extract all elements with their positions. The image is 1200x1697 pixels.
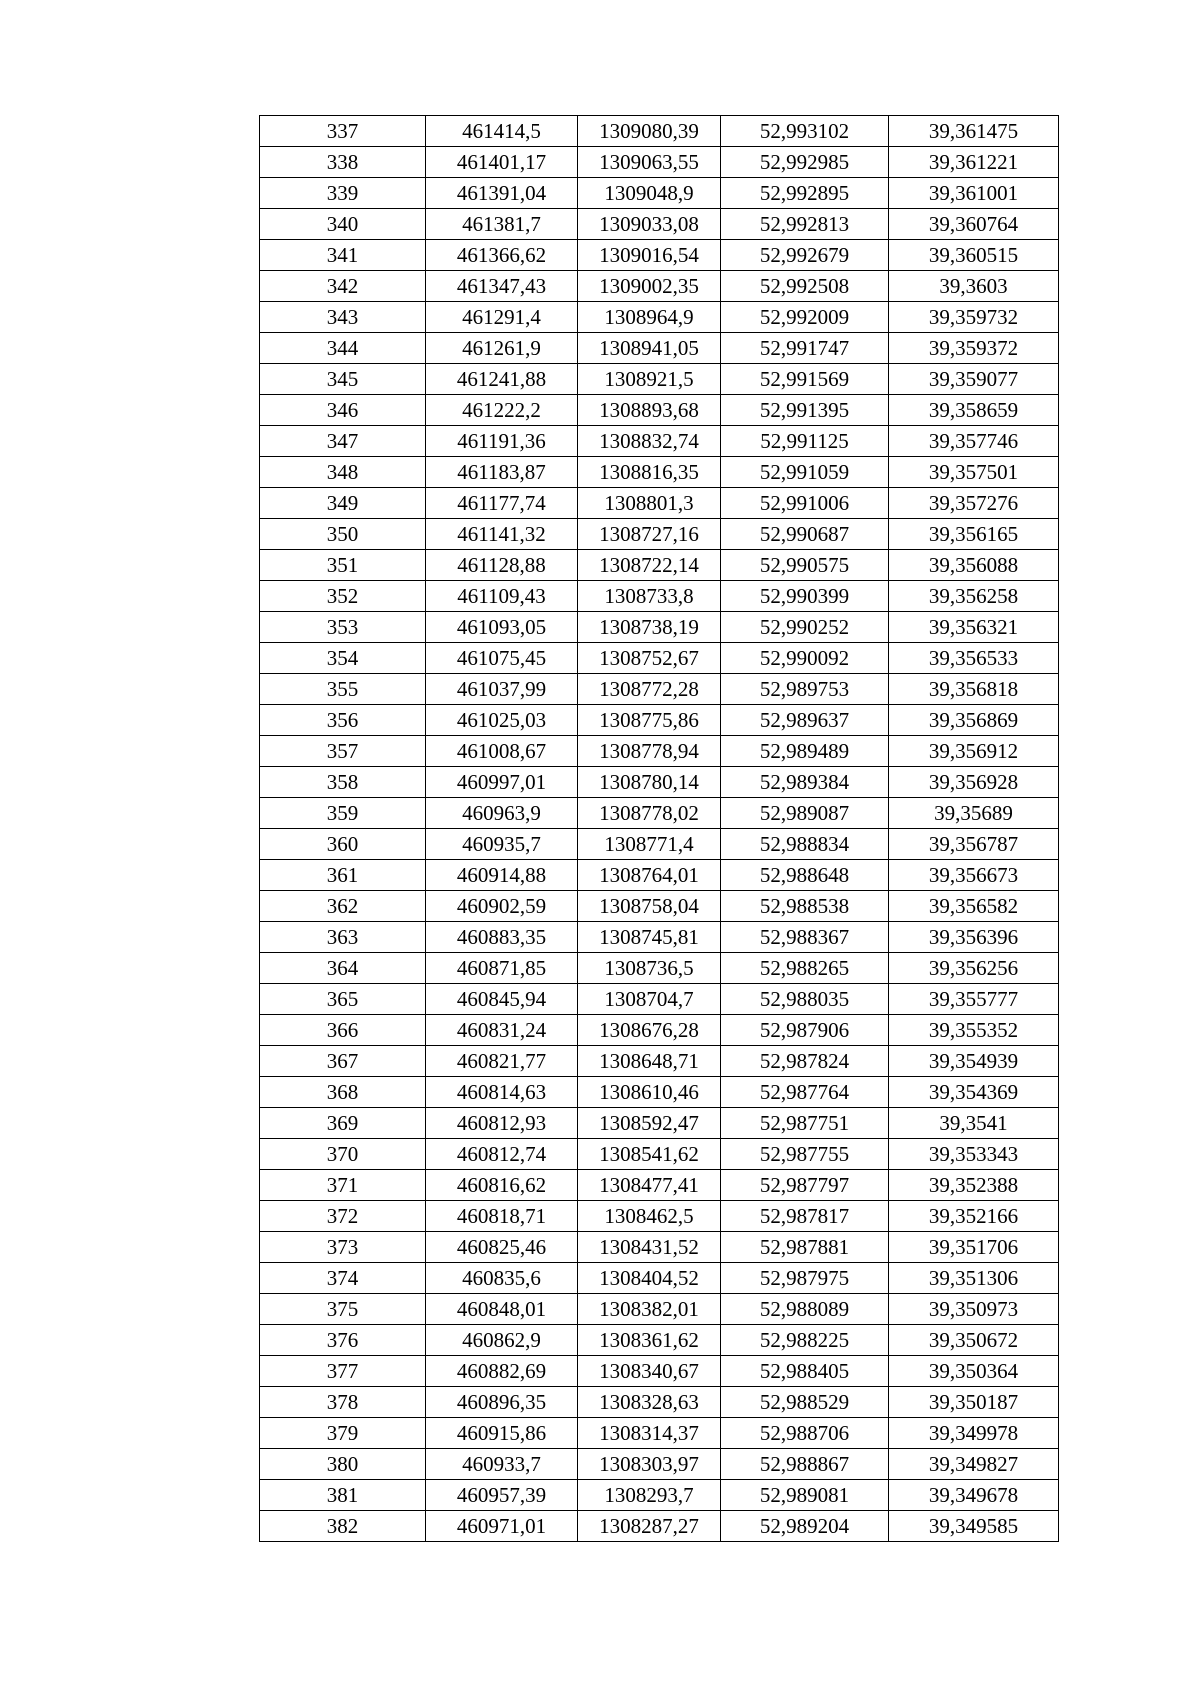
- table-row: [260, 922, 1059, 953]
- point-number-cell: 346: [260, 395, 426, 426]
- longitude-cell: 39,356533: [889, 643, 1059, 674]
- x-coordinate-cell: 461128,88: [426, 550, 578, 581]
- y-coordinate-cell: 1308541,62: [578, 1139, 721, 1170]
- latitude-cell: 52,987817: [721, 1201, 889, 1232]
- table-row: [260, 333, 1059, 364]
- point-number-cell: 348: [260, 457, 426, 488]
- y-coordinate-cell: 1308477,41: [578, 1170, 721, 1201]
- x-coordinate-cell: 460816,62: [426, 1170, 578, 1201]
- table-row: [260, 1325, 1059, 1356]
- latitude-cell: 52,988225: [721, 1325, 889, 1356]
- x-coordinate-cell: 460935,7: [426, 829, 578, 860]
- longitude-cell: 39,354939: [889, 1046, 1059, 1077]
- x-coordinate-cell: 461093,05: [426, 612, 578, 643]
- longitude-cell: 39,352388: [889, 1170, 1059, 1201]
- table-row: [260, 240, 1059, 271]
- longitude-cell: 39,355777: [889, 984, 1059, 1015]
- latitude-cell: 52,987824: [721, 1046, 889, 1077]
- y-coordinate-cell: 1308941,05: [578, 333, 721, 364]
- point-number-cell: 375: [260, 1294, 426, 1325]
- latitude-cell: 52,987881: [721, 1232, 889, 1263]
- longitude-cell: 39,356582: [889, 891, 1059, 922]
- table-row: [260, 984, 1059, 1015]
- table-row: [260, 736, 1059, 767]
- point-number-cell: 350: [260, 519, 426, 550]
- point-number-cell: 337: [260, 116, 426, 147]
- x-coordinate-cell: 460862,9: [426, 1325, 578, 1356]
- y-coordinate-cell: 1308314,37: [578, 1418, 721, 1449]
- longitude-cell: 39,359372: [889, 333, 1059, 364]
- point-number-cell: 370: [260, 1139, 426, 1170]
- y-coordinate-cell: 1308340,67: [578, 1356, 721, 1387]
- latitude-cell: 52,992813: [721, 209, 889, 240]
- longitude-cell: 39,356396: [889, 922, 1059, 953]
- latitude-cell: 52,989753: [721, 674, 889, 705]
- y-coordinate-cell: 1308964,9: [578, 302, 721, 333]
- table-row: [260, 612, 1059, 643]
- point-number-cell: 381: [260, 1480, 426, 1511]
- table-row: [260, 178, 1059, 209]
- point-number-cell: 378: [260, 1387, 426, 1418]
- table-row: [260, 1387, 1059, 1418]
- latitude-cell: 52,991747: [721, 333, 889, 364]
- table-row: [260, 705, 1059, 736]
- x-coordinate-cell: 460848,01: [426, 1294, 578, 1325]
- table-row: [260, 302, 1059, 333]
- longitude-cell: 39,354369: [889, 1077, 1059, 1108]
- x-coordinate-cell: 460997,01: [426, 767, 578, 798]
- x-coordinate-cell: 461008,67: [426, 736, 578, 767]
- x-coordinate-cell: 461401,17: [426, 147, 578, 178]
- latitude-cell: 52,987755: [721, 1139, 889, 1170]
- point-number-cell: 367: [260, 1046, 426, 1077]
- x-coordinate-cell: 461037,99: [426, 674, 578, 705]
- longitude-cell: 39,361475: [889, 116, 1059, 147]
- longitude-cell: 39,360764: [889, 209, 1059, 240]
- point-number-cell: 339: [260, 178, 426, 209]
- latitude-cell: 52,988529: [721, 1387, 889, 1418]
- y-coordinate-cell: 1308733,8: [578, 581, 721, 612]
- table-row: [260, 550, 1059, 581]
- point-number-cell: 340: [260, 209, 426, 240]
- latitude-cell: 52,988867: [721, 1449, 889, 1480]
- table-row: [260, 1418, 1059, 1449]
- longitude-cell: 39,350672: [889, 1325, 1059, 1356]
- y-coordinate-cell: 1309063,55: [578, 147, 721, 178]
- table-row: [260, 426, 1059, 457]
- point-number-cell: 364: [260, 953, 426, 984]
- y-coordinate-cell: 1308775,86: [578, 705, 721, 736]
- latitude-cell: 52,988706: [721, 1418, 889, 1449]
- x-coordinate-cell: 461183,87: [426, 457, 578, 488]
- latitude-cell: 52,991006: [721, 488, 889, 519]
- table-row: [260, 767, 1059, 798]
- point-number-cell: 341: [260, 240, 426, 271]
- x-coordinate-cell: 461177,74: [426, 488, 578, 519]
- point-number-cell: 369: [260, 1108, 426, 1139]
- point-number-cell: 374: [260, 1263, 426, 1294]
- x-coordinate-cell: 460963,9: [426, 798, 578, 829]
- y-coordinate-cell: 1308745,81: [578, 922, 721, 953]
- y-coordinate-cell: 1308431,52: [578, 1232, 721, 1263]
- longitude-cell: 39,352166: [889, 1201, 1059, 1232]
- table-row: [260, 1480, 1059, 1511]
- y-coordinate-cell: 1308832,74: [578, 426, 721, 457]
- x-coordinate-cell: 461025,03: [426, 705, 578, 736]
- table-row: [260, 1294, 1059, 1325]
- y-coordinate-cell: 1308303,97: [578, 1449, 721, 1480]
- x-coordinate-cell: 461141,32: [426, 519, 578, 550]
- longitude-cell: 39,356321: [889, 612, 1059, 643]
- point-number-cell: 356: [260, 705, 426, 736]
- latitude-cell: 52,987975: [721, 1263, 889, 1294]
- y-coordinate-cell: 1308382,01: [578, 1294, 721, 1325]
- y-coordinate-cell: 1308893,68: [578, 395, 721, 426]
- y-coordinate-cell: 1308293,7: [578, 1480, 721, 1511]
- table-row: [260, 1449, 1059, 1480]
- latitude-cell: 52,987797: [721, 1170, 889, 1201]
- point-number-cell: 368: [260, 1077, 426, 1108]
- point-number-cell: 371: [260, 1170, 426, 1201]
- table-row: [260, 1077, 1059, 1108]
- longitude-cell: 39,35689: [889, 798, 1059, 829]
- table-row: [260, 1232, 1059, 1263]
- latitude-cell: 52,993102: [721, 116, 889, 147]
- latitude-cell: 52,988405: [721, 1356, 889, 1387]
- latitude-cell: 52,991125: [721, 426, 889, 457]
- point-number-cell: 347: [260, 426, 426, 457]
- longitude-cell: 39,356928: [889, 767, 1059, 798]
- y-coordinate-cell: 1308592,47: [578, 1108, 721, 1139]
- x-coordinate-cell: 461291,4: [426, 302, 578, 333]
- point-number-cell: 357: [260, 736, 426, 767]
- x-coordinate-cell: 461381,7: [426, 209, 578, 240]
- table-row: [260, 860, 1059, 891]
- point-number-cell: 358: [260, 767, 426, 798]
- longitude-cell: 39,356912: [889, 736, 1059, 767]
- point-number-cell: 343: [260, 302, 426, 333]
- table-row: [260, 643, 1059, 674]
- latitude-cell: 52,991395: [721, 395, 889, 426]
- latitude-cell: 52,987751: [721, 1108, 889, 1139]
- latitude-cell: 52,992895: [721, 178, 889, 209]
- point-number-cell: 377: [260, 1356, 426, 1387]
- point-number-cell: 359: [260, 798, 426, 829]
- latitude-cell: 52,989384: [721, 767, 889, 798]
- y-coordinate-cell: 1308404,52: [578, 1263, 721, 1294]
- longitude-cell: 39,359732: [889, 302, 1059, 333]
- point-number-cell: 372: [260, 1201, 426, 1232]
- longitude-cell: 39,356818: [889, 674, 1059, 705]
- table-row: [260, 1201, 1059, 1232]
- table-row: [260, 395, 1059, 426]
- latitude-cell: 52,988538: [721, 891, 889, 922]
- longitude-cell: 39,349978: [889, 1418, 1059, 1449]
- y-coordinate-cell: 1309048,9: [578, 178, 721, 209]
- y-coordinate-cell: 1308287,27: [578, 1511, 721, 1542]
- table-row: [260, 1046, 1059, 1077]
- y-coordinate-cell: 1308462,5: [578, 1201, 721, 1232]
- latitude-cell: 52,992009: [721, 302, 889, 333]
- latitude-cell: 52,989087: [721, 798, 889, 829]
- longitude-cell: 39,351706: [889, 1232, 1059, 1263]
- point-number-cell: 351: [260, 550, 426, 581]
- longitude-cell: 39,357276: [889, 488, 1059, 519]
- table-row: [260, 457, 1059, 488]
- y-coordinate-cell: 1308816,35: [578, 457, 721, 488]
- longitude-cell: 39,349678: [889, 1480, 1059, 1511]
- table-row: [260, 891, 1059, 922]
- y-coordinate-cell: 1308921,5: [578, 364, 721, 395]
- latitude-cell: 52,992508: [721, 271, 889, 302]
- y-coordinate-cell: 1308752,67: [578, 643, 721, 674]
- longitude-cell: 39,356787: [889, 829, 1059, 860]
- x-coordinate-cell: 460933,7: [426, 1449, 578, 1480]
- x-coordinate-cell: 460812,93: [426, 1108, 578, 1139]
- table-row: [260, 147, 1059, 178]
- latitude-cell: 52,988089: [721, 1294, 889, 1325]
- point-number-cell: 382: [260, 1511, 426, 1542]
- coordinates-table: [259, 115, 1059, 1542]
- longitude-cell: 39,356258: [889, 581, 1059, 612]
- latitude-cell: 52,990687: [721, 519, 889, 550]
- table-row: [260, 488, 1059, 519]
- longitude-cell: 39,351306: [889, 1263, 1059, 1294]
- latitude-cell: 52,988265: [721, 953, 889, 984]
- longitude-cell: 39,350187: [889, 1387, 1059, 1418]
- x-coordinate-cell: 461414,5: [426, 116, 578, 147]
- longitude-cell: 39,356256: [889, 953, 1059, 984]
- y-coordinate-cell: 1308778,94: [578, 736, 721, 767]
- latitude-cell: 52,988648: [721, 860, 889, 891]
- longitude-cell: 39,361221: [889, 147, 1059, 178]
- longitude-cell: 39,3603: [889, 271, 1059, 302]
- y-coordinate-cell: 1308328,63: [578, 1387, 721, 1418]
- point-number-cell: 361: [260, 860, 426, 891]
- latitude-cell: 52,990092: [721, 643, 889, 674]
- point-number-cell: 379: [260, 1418, 426, 1449]
- longitude-cell: 39,350364: [889, 1356, 1059, 1387]
- latitude-cell: 52,987906: [721, 1015, 889, 1046]
- table-row: [260, 1139, 1059, 1170]
- point-number-cell: 373: [260, 1232, 426, 1263]
- y-coordinate-cell: 1308738,19: [578, 612, 721, 643]
- coordinates-table-body: [260, 116, 1059, 1542]
- x-coordinate-cell: 460835,6: [426, 1263, 578, 1294]
- latitude-cell: 52,992679: [721, 240, 889, 271]
- longitude-cell: 39,357501: [889, 457, 1059, 488]
- table-row: [260, 271, 1059, 302]
- longitude-cell: 39,349827: [889, 1449, 1059, 1480]
- x-coordinate-cell: 460915,86: [426, 1418, 578, 1449]
- point-number-cell: 338: [260, 147, 426, 178]
- y-coordinate-cell: 1308801,3: [578, 488, 721, 519]
- latitude-cell: 52,989204: [721, 1511, 889, 1542]
- x-coordinate-cell: 460971,01: [426, 1511, 578, 1542]
- x-coordinate-cell: 460818,71: [426, 1201, 578, 1232]
- y-coordinate-cell: 1308727,16: [578, 519, 721, 550]
- x-coordinate-cell: 460896,35: [426, 1387, 578, 1418]
- y-coordinate-cell: 1308704,7: [578, 984, 721, 1015]
- longitude-cell: 39,349585: [889, 1511, 1059, 1542]
- table-row: [260, 364, 1059, 395]
- table-row: [260, 1108, 1059, 1139]
- x-coordinate-cell: 461109,43: [426, 581, 578, 612]
- x-coordinate-cell: 460882,69: [426, 1356, 578, 1387]
- latitude-cell: 52,987764: [721, 1077, 889, 1108]
- point-number-cell: 360: [260, 829, 426, 860]
- table-row: [260, 1356, 1059, 1387]
- longitude-cell: 39,356088: [889, 550, 1059, 581]
- table-row: [260, 674, 1059, 705]
- x-coordinate-cell: 461075,45: [426, 643, 578, 674]
- point-number-cell: 352: [260, 581, 426, 612]
- x-coordinate-cell: 460825,46: [426, 1232, 578, 1263]
- longitude-cell: 39,350973: [889, 1294, 1059, 1325]
- x-coordinate-cell: 461241,88: [426, 364, 578, 395]
- x-coordinate-cell: 460957,39: [426, 1480, 578, 1511]
- longitude-cell: 39,355352: [889, 1015, 1059, 1046]
- y-coordinate-cell: 1309016,54: [578, 240, 721, 271]
- y-coordinate-cell: 1308780,14: [578, 767, 721, 798]
- point-number-cell: 365: [260, 984, 426, 1015]
- longitude-cell: 39,353343: [889, 1139, 1059, 1170]
- longitude-cell: 39,356673: [889, 860, 1059, 891]
- latitude-cell: 52,992985: [721, 147, 889, 178]
- longitude-cell: 39,360515: [889, 240, 1059, 271]
- x-coordinate-cell: 460812,74: [426, 1139, 578, 1170]
- point-number-cell: 355: [260, 674, 426, 705]
- table-row: [260, 829, 1059, 860]
- point-number-cell: 376: [260, 1325, 426, 1356]
- latitude-cell: 52,990399: [721, 581, 889, 612]
- longitude-cell: 39,358659: [889, 395, 1059, 426]
- latitude-cell: 52,989081: [721, 1480, 889, 1511]
- point-number-cell: 345: [260, 364, 426, 395]
- latitude-cell: 52,989489: [721, 736, 889, 767]
- x-coordinate-cell: 461366,62: [426, 240, 578, 271]
- point-number-cell: 353: [260, 612, 426, 643]
- point-number-cell: 349: [260, 488, 426, 519]
- x-coordinate-cell: 460871,85: [426, 953, 578, 984]
- longitude-cell: 39,356869: [889, 705, 1059, 736]
- latitude-cell: 52,988367: [721, 922, 889, 953]
- longitude-cell: 39,357746: [889, 426, 1059, 457]
- longitude-cell: 39,359077: [889, 364, 1059, 395]
- x-coordinate-cell: 460883,35: [426, 922, 578, 953]
- point-number-cell: 362: [260, 891, 426, 922]
- table-row: [260, 1263, 1059, 1294]
- table-row: [260, 519, 1059, 550]
- table-row: [260, 798, 1059, 829]
- latitude-cell: 52,989637: [721, 705, 889, 736]
- y-coordinate-cell: 1309080,39: [578, 116, 721, 147]
- table-row: [260, 1170, 1059, 1201]
- x-coordinate-cell: 461191,36: [426, 426, 578, 457]
- table-row: [260, 953, 1059, 984]
- y-coordinate-cell: 1308736,5: [578, 953, 721, 984]
- table-row: [260, 116, 1059, 147]
- y-coordinate-cell: 1308610,46: [578, 1077, 721, 1108]
- point-number-cell: 366: [260, 1015, 426, 1046]
- longitude-cell: 39,361001: [889, 178, 1059, 209]
- x-coordinate-cell: 461222,2: [426, 395, 578, 426]
- y-coordinate-cell: 1308722,14: [578, 550, 721, 581]
- x-coordinate-cell: 460914,88: [426, 860, 578, 891]
- y-coordinate-cell: 1309033,08: [578, 209, 721, 240]
- x-coordinate-cell: 460831,24: [426, 1015, 578, 1046]
- y-coordinate-cell: 1308764,01: [578, 860, 721, 891]
- table-row: [260, 209, 1059, 240]
- x-coordinate-cell: 461391,04: [426, 178, 578, 209]
- y-coordinate-cell: 1308771,4: [578, 829, 721, 860]
- latitude-cell: 52,988035: [721, 984, 889, 1015]
- table-row: [260, 581, 1059, 612]
- y-coordinate-cell: 1309002,35: [578, 271, 721, 302]
- y-coordinate-cell: 1308778,02: [578, 798, 721, 829]
- point-number-cell: 344: [260, 333, 426, 364]
- table-row: [260, 1015, 1059, 1046]
- point-number-cell: 354: [260, 643, 426, 674]
- y-coordinate-cell: 1308772,28: [578, 674, 721, 705]
- latitude-cell: 52,990252: [721, 612, 889, 643]
- y-coordinate-cell: 1308758,04: [578, 891, 721, 922]
- latitude-cell: 52,991569: [721, 364, 889, 395]
- x-coordinate-cell: 460845,94: [426, 984, 578, 1015]
- y-coordinate-cell: 1308361,62: [578, 1325, 721, 1356]
- latitude-cell: 52,990575: [721, 550, 889, 581]
- x-coordinate-cell: 460821,77: [426, 1046, 578, 1077]
- x-coordinate-cell: 460814,63: [426, 1077, 578, 1108]
- y-coordinate-cell: 1308648,71: [578, 1046, 721, 1077]
- table-row: [260, 1511, 1059, 1542]
- latitude-cell: 52,991059: [721, 457, 889, 488]
- y-coordinate-cell: 1308676,28: [578, 1015, 721, 1046]
- point-number-cell: 380: [260, 1449, 426, 1480]
- x-coordinate-cell: 461347,43: [426, 271, 578, 302]
- point-number-cell: 342: [260, 271, 426, 302]
- longitude-cell: 39,356165: [889, 519, 1059, 550]
- longitude-cell: 39,3541: [889, 1108, 1059, 1139]
- x-coordinate-cell: 461261,9: [426, 333, 578, 364]
- x-coordinate-cell: 460902,59: [426, 891, 578, 922]
- latitude-cell: 52,988834: [721, 829, 889, 860]
- point-number-cell: 363: [260, 922, 426, 953]
